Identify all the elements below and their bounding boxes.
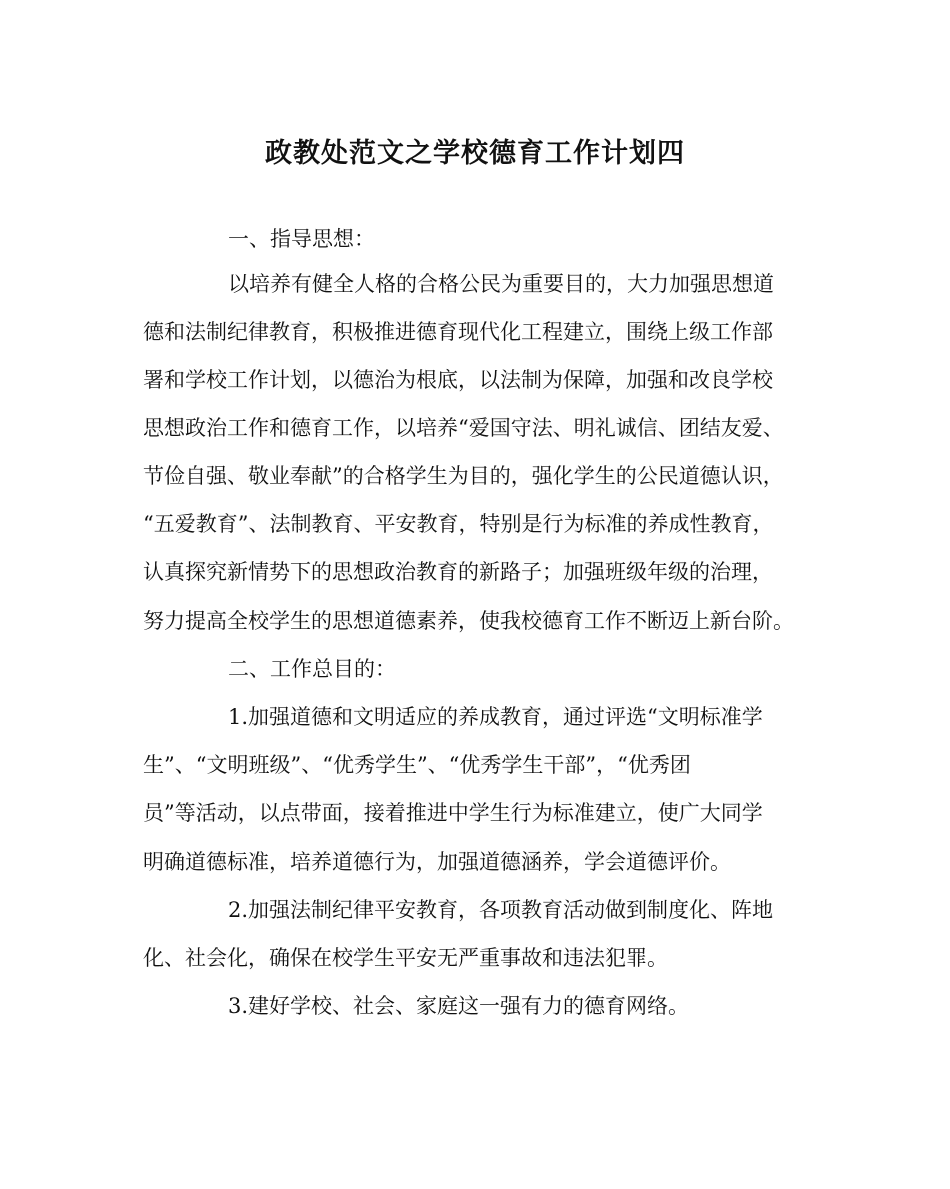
- paragraph-line: 署和学校工作计划，以德治为根底，以法制为保障，加强和改良学校: [143, 368, 773, 392]
- paragraph-line: 努力提高全校学生的思想道德素养，使我校德育工作不断迈上新台阶。: [143, 609, 794, 633]
- paragraph-line: 生”、“文明班级”、“优秀学生”、“优秀学生干部”，“优秀团: [143, 753, 691, 777]
- paragraph-line: 以培养有健全人格的合格公民为重要目的，大力加强思想道: [228, 272, 774, 296]
- paragraph-line: 明确道德标准，培养道德行为，加强道德涵养，学会道德评价。: [143, 850, 731, 874]
- paragraph-line: 1.加强道德和文明适应的养成教育，通过评选“文明标准学: [228, 705, 763, 729]
- section-heading-guiding-thought: 一、指导思想：: [228, 227, 375, 251]
- paragraph-line: 2.加强法制纪律平安教育，各项教育活动做到制度化、阵地: [228, 898, 774, 922]
- paragraph-line: 认真探究新情势下的思想政治教育的新路子；加强班级年级的治理，: [143, 560, 773, 584]
- paragraph-line: 3.建好学校、社会、家庭这一强有力的德育网络。: [228, 994, 690, 1018]
- paragraph-line: 员”等活动，以点带面，接着推进中学生行为标准建立，使广大同学: [143, 801, 763, 825]
- document-title: 政教处范文之学校德育工作计划四: [265, 138, 685, 169]
- section-heading-work-goals: 二、工作总目的：: [228, 657, 396, 681]
- paragraph-line: “五爱教育”、法制教育、平安教育，特别是行为标准的养成性教育，: [143, 512, 774, 536]
- paragraph-line: 节俭自强、敬业奉献”的合格学生为目的，强化学生的公民道德认识，: [143, 464, 784, 488]
- paragraph-line: 思想政治工作和德育工作，以培养“爱国守法、明礼诚信、团结友爱、: [143, 416, 784, 440]
- paragraph-line: 化、社会化，确保在校学生平安无严重事故和违法犯罪。: [143, 946, 668, 970]
- paragraph-line: 德和法制纪律教育，积极推进德育现代化工程建立，围绕上级工作部: [143, 320, 773, 344]
